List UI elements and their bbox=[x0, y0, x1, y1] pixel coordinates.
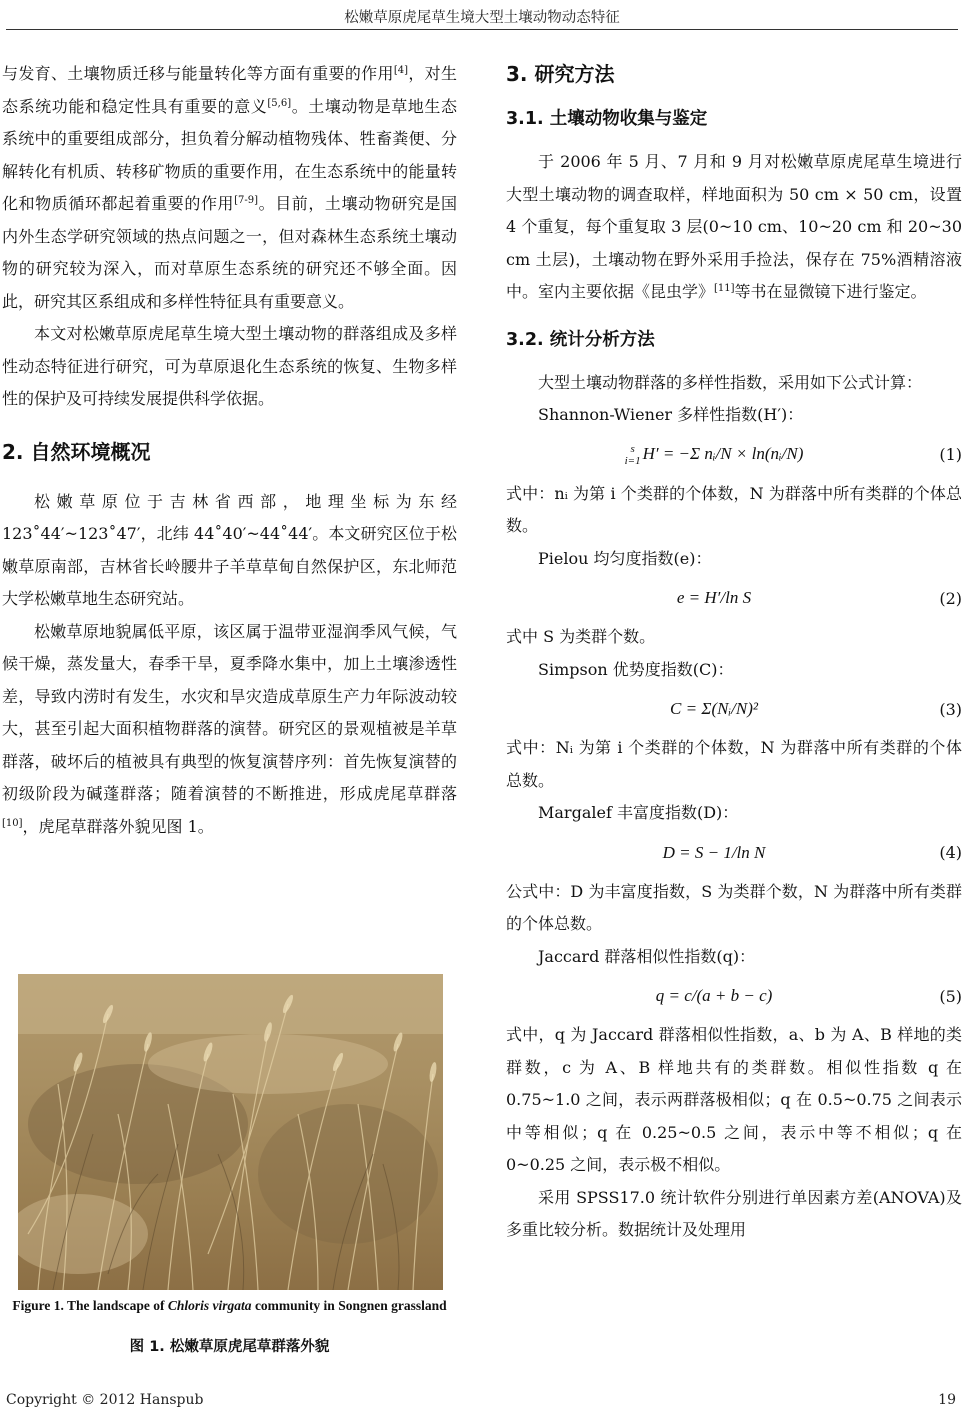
citation-ref: [10] bbox=[2, 817, 23, 829]
equation-1 bbox=[506, 432, 962, 478]
simpson-label: Simpson 优势度指数(C)： bbox=[538, 659, 734, 679]
paragraph-methods-intro: 大型土壤动物群落的多样性指数，采用如下公式计算： bbox=[538, 372, 923, 392]
subsection-heading-3-2: 3.2. 统计分析方法 bbox=[506, 329, 655, 350]
equation-5 bbox=[506, 973, 962, 1019]
running-header: 松嫩草原虎尾草生境大型土壤动物动态特征 bbox=[344, 10, 620, 26]
figure-caption-english bbox=[2, 1297, 457, 1315]
equation-4 bbox=[506, 830, 962, 876]
text-span: 与发育、土壤物质迁移与能量转化等方面有重要的作用 bbox=[2, 64, 394, 83]
copyright-footer: Copyright © 2012 Hanspub bbox=[6, 1392, 204, 1408]
text-span: ，对生态系统功能和稳定性具有重要的意义 bbox=[2, 64, 457, 116]
equation-3-description: 式中：Nᵢ 为第 i 个类群的个体数，N 为群落中所有类群的个体总数。 bbox=[506, 738, 962, 790]
equation-5-formula: q = c/(a + b − c) bbox=[655, 986, 773, 1005]
text-span: 松嫩草原地貌属低平原，该区属于温带亚湿润季风气候，气候干燥，蒸发量大，春季干旱，夏季降水集中，加上土壤渗透性差，导致内涝时有发生，水灾和旱灾造成草原生产力年际波动较大，甚至引起大面积植物群落的演替。研究区的景观植被是羊草群落，破坏后的植被具有典型的恢复演替序列：首先恢复演替的初级阶段为碱蓬群落；随着演替的不断推进，形成虎尾草群落 bbox=[2, 621, 457, 803]
summation-limits bbox=[625, 443, 641, 467]
sum-lower: i=1 bbox=[624, 454, 641, 467]
formula-text: H′ = −Σ nᵢ/N × ln(nᵢ/N) bbox=[642, 443, 804, 463]
equation-2-formula: e = H′/ln S bbox=[676, 588, 752, 607]
section-heading-3: 3. 研究方法 bbox=[506, 62, 615, 86]
caption-species-name: Chloris virgata bbox=[167, 1298, 252, 1313]
equation-number: (1) bbox=[939, 445, 962, 464]
header-rule bbox=[6, 29, 958, 30]
pielou-label: Pielou 均匀度指数(e)： bbox=[538, 548, 712, 568]
citation-ref: [4] bbox=[393, 65, 408, 76]
paragraph-statistics: 采用 SPSS17.0 统计软件分别进行单因素方差(ANOVA)及多重比较分析。数据统计及处理用 bbox=[506, 1187, 962, 1239]
equation-number: (4) bbox=[939, 843, 962, 862]
equation-1-description: 式中：nᵢ 为第 i 个类群的个体数，N 为群落中所有类群的个体总数。 bbox=[506, 483, 962, 535]
equation-number: (3) bbox=[939, 699, 962, 719]
citation-ref: [7-9] bbox=[234, 195, 259, 206]
text-span: 等书在显微镜下进行鉴定。 bbox=[734, 282, 927, 301]
figure-caption-chinese: 图 1. 松嫩草原虎尾草群落外貌 bbox=[129, 1339, 330, 1355]
sum-upper: s bbox=[630, 442, 635, 455]
text-span: 于 2006 年 5 月、7 月和 9 月对松嫩草原虎尾草生境进行大型土壤动物的调查取样，样地面积为 50 cm × 50 cm，设置 4 个重复，每个重复取 3 层(0~10 cm、10~20 cm 和 20~30 cm 土层)，土壤动物在野外采用手捡法，保存在 75%酒精溶液中。室内主要依据《昆虫学》 bbox=[506, 152, 962, 301]
text-span: ，虎尾草群落外貌见图 1。 bbox=[22, 816, 214, 836]
equation-4-description: 公式中：D 为丰富度指数，S 为类群个数，N 为群落中所有类群的个体总数。 bbox=[506, 881, 962, 933]
subsection-heading-3-1: 3.1. 土壤动物收集与鉴定 bbox=[506, 109, 708, 129]
page-number: 19 bbox=[938, 1392, 956, 1408]
caption-text: Figure 1. The landscape of bbox=[12, 1298, 168, 1313]
equation-5-description: 式中，q 为 Jaccard 群落相似性指数，a、b 为 A、B 样地的类群数，c 为 A、B 样地共有的类群数。相似性指数 q 在 0.75~1.0 之间，表示两群落极相似；q 在 0.5~0.75 之间表示中等相似；q 在 0.25~0.5 之间，表示中等不相似；q 在 0~0.25 之间，表示极不相似。 bbox=[506, 1025, 962, 1174]
text-span: 。土壤动物是草地生态系统中的重要组成部分，担负着分解动植物残体、牲畜粪便、分解转化有机质、转移矿物质的重要作用，在生态系统中的能量转化和物质循环都起着重要的作用 bbox=[2, 96, 457, 213]
grassland-photo bbox=[18, 974, 443, 1290]
paragraph-purpose: 本文对松嫩草原虎尾草生境大型土壤动物的群落组成及多样性动态特征进行研究，可为草原退化生态系统的恢复、生物多样性的保护及可持续发展提供科学依据。 bbox=[2, 324, 457, 408]
jaccard-label: Jaccard 群落相似性指数(q)： bbox=[538, 946, 756, 966]
paragraph-location: 松嫩草原位于吉林省西部，地理坐标为东经123˚44′~123˚47′，北纬 44˚40′~44˚44′。本文研究区位于松嫩草原南部，吉林省长岭腰井子羊草草甸自然保护区，东北师范大学松嫩草地生态研究站。 bbox=[2, 491, 457, 608]
section-heading-2: 2. 自然环境概况 bbox=[2, 439, 151, 464]
equation-2-description: 式中 S 为类群个数。 bbox=[506, 627, 656, 646]
equation-1-formula bbox=[506, 443, 922, 467]
paragraph-sampling bbox=[506, 146, 962, 309]
right-column bbox=[506, 58, 962, 1247]
left-column bbox=[2, 58, 457, 843]
paragraph-intro bbox=[2, 58, 457, 318]
paragraph-landform bbox=[2, 616, 457, 844]
caption-text: community in Songnen grassland bbox=[251, 1298, 447, 1313]
equation-4-formula: D = S − 1/ln N bbox=[662, 842, 766, 862]
text-span: 。目前，土壤动物研究是国内外生态学研究领域的热点问题之一，但对森林生态系统土壤动物的研究较为深入，而对草原生态系统的研究还不够全面。因此，研究其区系组成和多样性特征具有重要意义。 bbox=[2, 194, 457, 311]
equation-number: (5) bbox=[939, 986, 962, 1006]
citation-ref: [11] bbox=[714, 283, 735, 294]
equation-3 bbox=[506, 686, 962, 732]
citation-ref: [5,6] bbox=[267, 97, 292, 109]
equation-number: (2) bbox=[939, 588, 962, 608]
margalef-label: Margalef 丰富度指数(D)： bbox=[538, 803, 739, 822]
equation-2 bbox=[506, 575, 962, 621]
shannon-label: Shannon-Wiener 多样性指数(H′)： bbox=[538, 405, 804, 424]
equation-3-formula: C = Σ(Nᵢ/N)² bbox=[670, 699, 758, 718]
